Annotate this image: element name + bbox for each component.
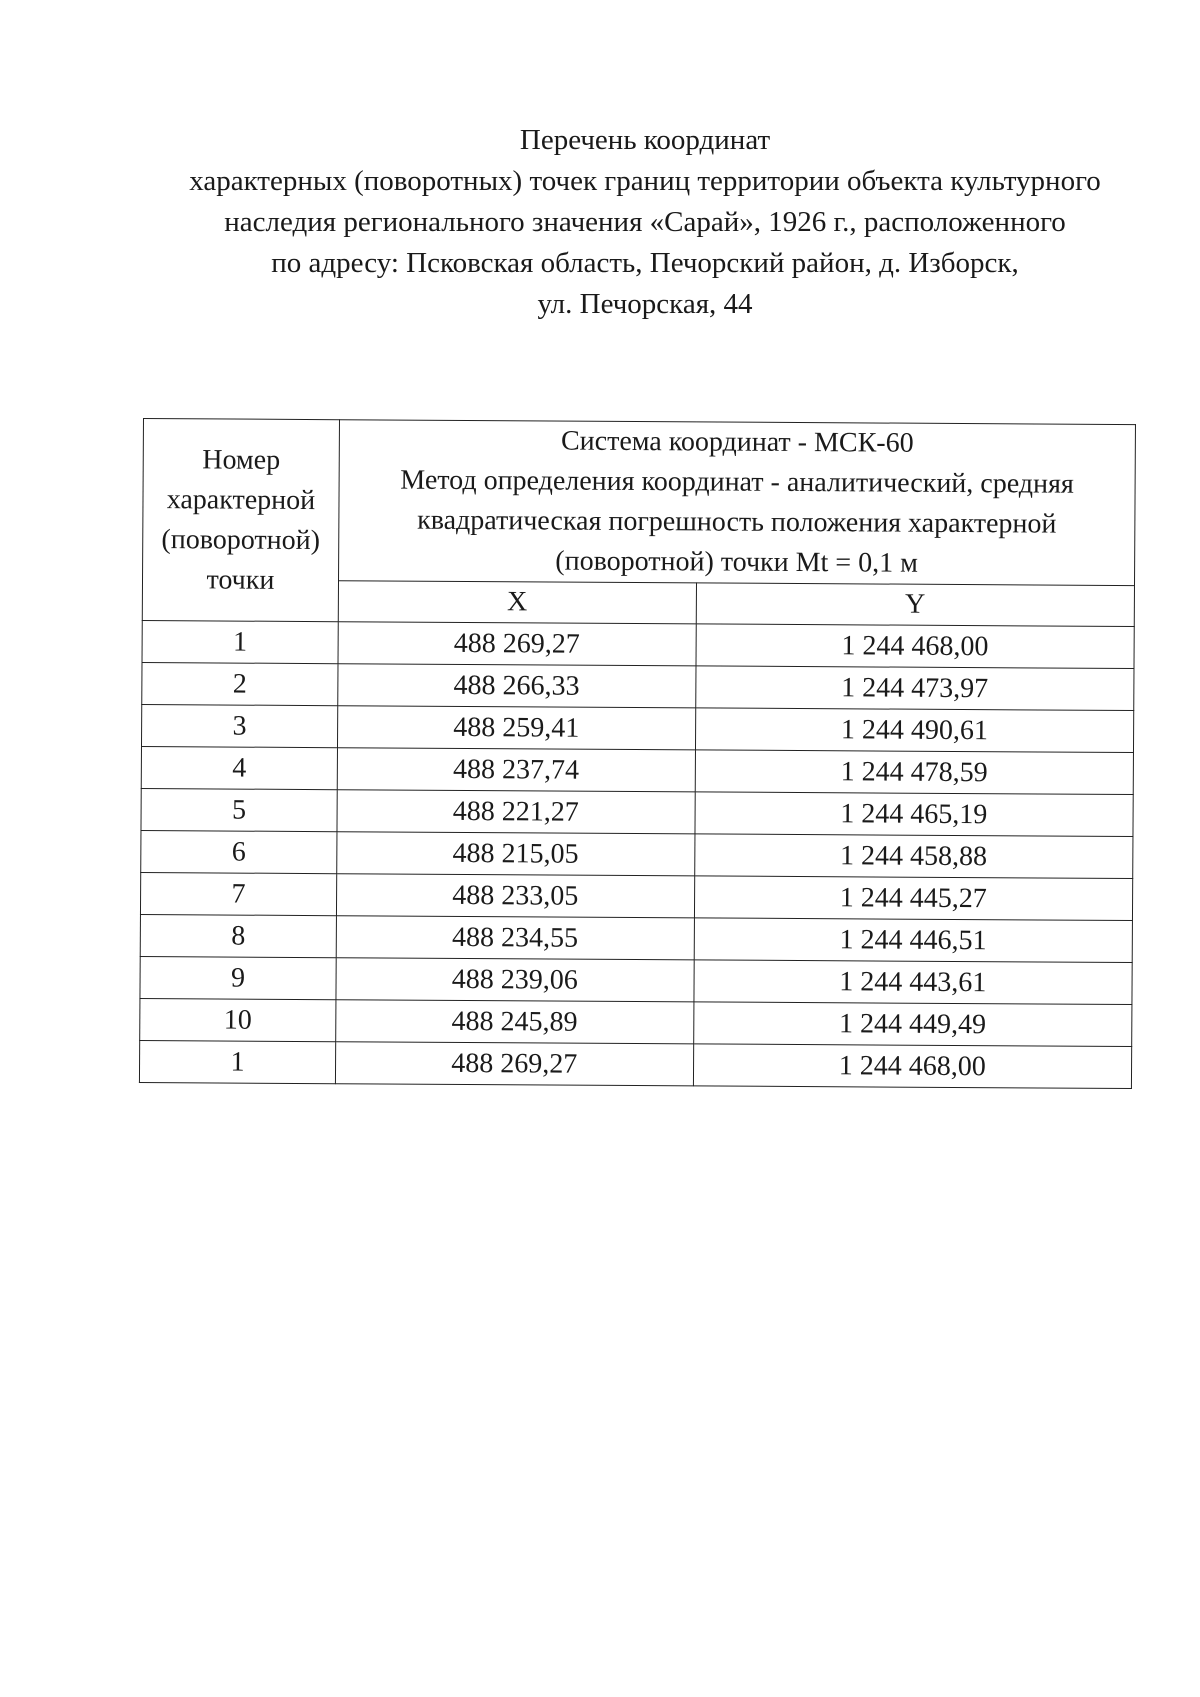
x-cell: 488 221,27 [337,790,695,834]
x-cell: 488 245,89 [336,1000,694,1044]
y-cell: 1 244 468,00 [693,1044,1132,1089]
header-text-line: квадратическая погрешность положения характерной [417,504,1057,540]
table-row [141,746,1133,794]
coordinates-table [139,418,1136,1089]
x-cell: 488 266,33 [338,664,696,708]
y-cell: 1 244 478,59 [695,750,1134,795]
table-row [140,956,1132,1004]
point-number-cell: 10 [140,998,336,1041]
y-cell: 1 244 443,61 [693,960,1132,1005]
header-text-line: (поворотной) точки Mt = 0,1 м [555,545,918,579]
point-number-cell: 8 [140,914,336,957]
x-cell: 488 269,27 [338,622,696,666]
header-text-line: точки [206,563,275,596]
point-number-cell: 1 [139,1040,335,1083]
x-cell: 488 259,41 [337,706,695,750]
y-cell: 1 244 468,00 [696,624,1135,669]
table-row [140,914,1132,962]
x-cell: 488 239,06 [336,958,694,1002]
header-text-line: Система координат - МСК-60 [560,425,914,459]
header-coordinate-system [338,420,1135,586]
point-number-cell: 3 [141,704,337,747]
title-line: по адресу: Псковская область, Печорский район, д. Изборск, [271,247,1019,279]
y-cell: 1 244 445,27 [694,876,1133,921]
table-row [142,662,1134,710]
header-point-number [142,419,339,622]
title-line: ул. Печорская, 44 [537,288,753,320]
header-x: X [338,581,696,624]
point-number-cell: 4 [141,746,337,789]
y-cell: 1 244 465,19 [695,792,1134,837]
x-cell: 488 269,27 [335,1042,693,1086]
table-row [140,872,1132,920]
point-number-cell: 1 [142,620,338,663]
table-row [139,1040,1131,1088]
point-number-cell: 9 [140,956,336,999]
header-text-line: (поворотной) [161,523,321,556]
header-text-line: Метод определения координат - аналитический, средняя [400,464,1074,500]
y-cell: 1 244 473,97 [695,666,1134,711]
document-title [150,120,1140,325]
point-number-cell: 5 [141,788,337,831]
y-cell: 1 244 446,51 [694,918,1133,963]
title-line: характерных (поворотных) точек границ территории объекта культурного [189,165,1101,197]
table-row [141,704,1133,752]
x-cell: 488 234,55 [336,916,694,960]
title-line: наследия регионального значения «Сарай», 1926 г., расположенного [224,206,1066,238]
header-y: Y [696,583,1135,627]
x-cell: 488 215,05 [337,832,695,876]
header-text-line: Номер [202,443,281,476]
x-cell: 488 237,74 [337,748,695,792]
y-cell: 1 244 458,88 [694,834,1133,879]
header-text-line: характерной [166,483,316,516]
x-cell: 488 233,05 [336,874,694,918]
point-number-cell: 7 [140,872,336,915]
table-row [140,998,1132,1046]
table-row [141,788,1133,836]
table-row [142,620,1134,668]
point-number-cell: 6 [141,830,337,873]
table-row [141,830,1133,878]
y-cell: 1 244 449,49 [693,1002,1132,1047]
y-cell: 1 244 490,61 [695,708,1134,753]
title-line: Перечень координат [519,124,771,156]
point-number-cell: 2 [142,662,338,705]
